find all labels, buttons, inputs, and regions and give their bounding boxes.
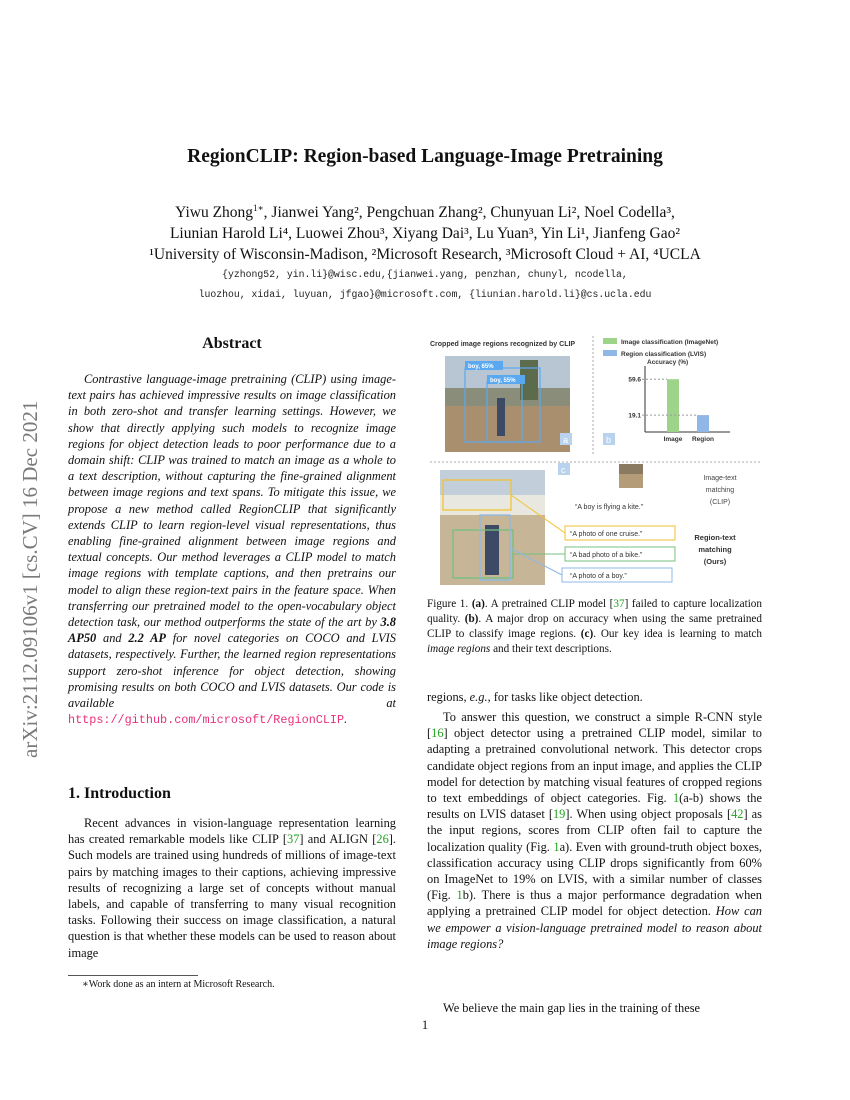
region-text-3: (Ours) [703, 557, 727, 566]
category-label: Region [691, 436, 715, 443]
figure-link[interactable]: 1 [553, 839, 560, 854]
tick-label: 19.1 [628, 412, 641, 420]
emails-line-2: luozhou, xidai, luyuan, jfgao}@microsoft.com, {liunian.harold.li}@cs.ucla.edu [198, 289, 652, 300]
figure-link[interactable]: 1 [456, 888, 463, 903]
kite-caption: “A boy is flying a kite.” [575, 504, 644, 511]
code-link[interactable]: https://github.com/microsoft/RegionCLIP [68, 713, 345, 728]
right-paragraph-1: regions, e.g., for tasks like object detection. [427, 690, 643, 704]
bar-image [667, 379, 679, 432]
panel-c-label: c [561, 465, 566, 475]
image-text-1: Image-text [703, 475, 737, 482]
region-caption-1: “A photo of one cruise.” [570, 531, 643, 538]
intro-paragraph: Recent advances in vision-language representation learning has created remarkable models like CLIP [37] and ALIGN [26]. Such models are trained using hundreds of millions of image-text pairs by matching images to their captions, achieving impressive results of recognizing a large set of concepts without manual labels, and capable of transferring to many visual recognition tasks. Following their success on image classification, a natural question is that whether these models can be used to reason about image [68, 816, 396, 960]
image-text-2: matching [705, 487, 735, 494]
category-label: Image [663, 436, 683, 443]
intro-heading: 1. Introduction [68, 785, 171, 802]
citation-link[interactable]: 37 [286, 832, 300, 847]
region-caption-3: “A photo of a boy.” [570, 573, 627, 580]
panel-a-label: a [563, 435, 569, 445]
arxiv-id: arXiv:2112.09106v1 [cs.CV] 16 Dec 2021 [18, 400, 42, 758]
photo-a [445, 356, 570, 452]
y-axis-label: Accuracy (%) [647, 359, 689, 366]
emails [60, 265, 790, 305]
panel-b-label: b [606, 435, 612, 445]
figure-caption: Figure 1. (a). A pretrained CLIP model [37] failed to capture localization quality. (b). A major drop on accuracy when using the same pretrained CLIP to classify image regions. (c). Our key idea is learning to match image regions and their text descriptions. [427, 598, 762, 655]
figure-left-title: Cropped image regions recognized by CLIP [430, 341, 576, 348]
authors-line-1: Yiwu Zhong$^{1∗}$, Jianwei Yang², Pengchuan Zhang², Chunyuan Li², Noel Codella³, [175, 203, 675, 222]
figure-link[interactable]: 1 [672, 791, 680, 806]
footnote: ∗Work done as an intern at Microsoft Research. [82, 979, 275, 990]
citation-link[interactable]: 26 [376, 832, 389, 847]
legend-image: Image classification (ImageNet) [621, 339, 719, 346]
affiliations: ¹University of Wisconsin-Madison, ²Microsoft Research, ³Microsoft Cloud + AI, ⁴UCLA [149, 246, 701, 264]
thumbnail [619, 464, 643, 488]
footnote-rule [68, 975, 198, 976]
citation-link[interactable]: 19 [552, 807, 566, 822]
citation-link[interactable]: 42 [731, 807, 744, 822]
region-caption-2: “A bad photo of a bike.” [570, 552, 643, 559]
legend-region: Region classification (LVIS) [621, 351, 707, 358]
authors-line-2: Liunian Harold Li⁴, Luowei Zhou³, Xiyang Dai³, Lu Yuan³, Yin Li¹, Jianfeng Gao² [169, 225, 681, 243]
photo-c [440, 470, 545, 585]
right-paragraph-3: We believe the main gap lies in the training of these [443, 1001, 701, 1015]
abstract-body: Contrastive language-image pretraining (CLIP) using image-text pairs has achieved impressive results on image classification in both zero-shot and transfer learning settings. However, we show that directly applying such models to recognize image regions for object detection leads to poor performance due to a domain shift: CLIP was trained to match an image as a whole to a text description, without capturing the fine-grained alignment between image regions and text spans. To mitigate this issue, we propose a new method called RegionCLIP that significantly extends CLIP to learn region-level visual representations, thus enabling fine-grained alignment between image regions and textual concepts. Our method leverages a CLIP model to match image regions with template captions, and then pretrains our model to align these region-text pairs in the feature space. When transferring our pretrained model to the open-vocabulary object detection task, our method outperforms the state of the art by 3.8 AP50 and 2.2 AP for novel categories on COCO and LVIS datasets, respectively. Further, the learned region representations support zero-shot inference for object detection, showing promising results on both COCO and LVIS datasets. Our code is available at https://github.com/microsoft/RegionCLIP. [68, 372, 397, 728]
region-text-1: Region-text [694, 533, 736, 542]
right-paragraph-2: To answer this question, we construct a simple R-CNN style [16] object detector using a pretrained CLIP model, similar to adapting a pretrained convolutional network. This detector crops candidate object regions from an input image, and applies the CLIP model for detection by matching visual features of cropped regions to text embeddings of object categories. Fig. 1(a-b) shows the results on LVIS dataset [19]. When using object proposals [42] as the input regions, scores from CLIP often fail to capture the localization quality (Fig. 1a). Even with ground-truth object boxes, classification accuracy using CLIP drops significantly from 60% on ImageNet to 19% on LVIS, with a similar number of classes (Fig. 1b). There is thus a major performance degradation when applying a pretrained CLIP model for object detection. How can we empower a vision-language pretrained model to reason about image regions? [427, 710, 763, 951]
figure-1 [425, 330, 770, 592]
abstract-heading: Abstract [202, 335, 262, 352]
image-text-3: (CLIP) [709, 499, 731, 506]
paper-title: RegionCLIP: Region-based Language-Image Pretraining [187, 146, 663, 167]
page-number: 1 [421, 1018, 429, 1032]
authors-block [60, 198, 790, 265]
arxiv-stamp [6, 290, 46, 760]
citation-link[interactable]: 16 [431, 726, 444, 741]
accuracy-chart [628, 359, 730, 443]
bar-region [697, 415, 709, 432]
tick-label: 59.6 [628, 376, 641, 384]
box-label-2: boy, 55% [490, 378, 516, 384]
region-text-2: matching [698, 545, 732, 554]
emails-line-1: {yzhong52, yin.li}@wisc.edu,{jianwei.yang, penzhan, chunyl, ncodella, [222, 269, 628, 280]
box-label-1: boy, 65% [468, 364, 494, 370]
citation-link[interactable]: 37 [613, 598, 625, 610]
